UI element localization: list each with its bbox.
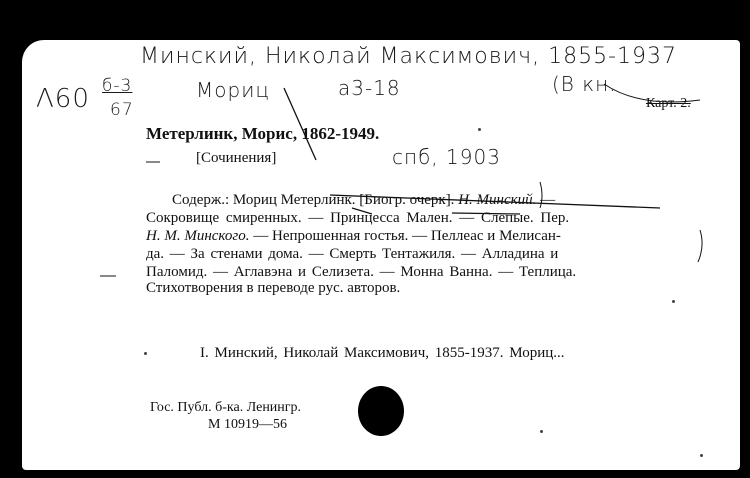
contents-line-4: да. — За стенами дома. — Смерть Тентажиля. — Алладина и <box>146 246 559 262</box>
ink-speck <box>700 454 703 457</box>
added-entry-tracing: I. Минский, Николай Максимович, 1855-1937. Мориц... <box>200 345 565 361</box>
contents-line-3a: Н. М. Минского. <box>146 228 250 244</box>
handwritten-in-book: (В кн. <box>552 72 617 96</box>
contents-line-1c: — <box>536 192 556 208</box>
ink-speck <box>672 300 675 303</box>
handwritten-imprint: спб, 1903 <box>392 145 501 169</box>
contents-line-3b: — Непрошенная гостья. — Пеллеас и Мелисан- <box>249 228 561 244</box>
publisher-card-number: М 10919—56 <box>208 417 287 432</box>
ink-speck <box>478 128 481 131</box>
handwritten-shelfmark-prefix: Λ60 <box>36 84 90 114</box>
contents-line-1b: Н. Минский. <box>458 192 537 208</box>
ink-speck <box>540 430 543 433</box>
title-uniform: [Сочинения] <box>196 150 277 166</box>
handwritten-author-line: Минский, Николай Максимович, 1855-1937 <box>140 44 678 69</box>
contents-line-5: Паломид. — Аглавэна и Селизета. — Монна Ванна. — Теплица. <box>146 264 577 280</box>
handwritten-shelfmark-top: б-3 <box>102 76 133 96</box>
card-number-label: Карт. 2. <box>646 96 691 111</box>
heading-author: Метерлинк, Морис, 1862-1949. <box>146 124 380 143</box>
contents-line-2: Сокровище смиренных. — Принцесса Мален. — Слепые. Пер. <box>146 210 570 226</box>
handwritten-code: а3-18 <box>338 76 401 100</box>
handwritten-shelfmark-bottom: 67 <box>110 100 134 120</box>
contents-line-1a: Содерж.: Мориц Метерлинк. [Биогр. очерк]. <box>172 192 459 208</box>
publisher-library: Гос. Публ. б-ка. Ленингр. <box>150 400 302 415</box>
contents-line-6: Стихотворения в переводе рус. авторов. <box>146 280 401 296</box>
ink-speck <box>144 352 147 355</box>
handwritten-morits: Мориц <box>196 78 270 102</box>
